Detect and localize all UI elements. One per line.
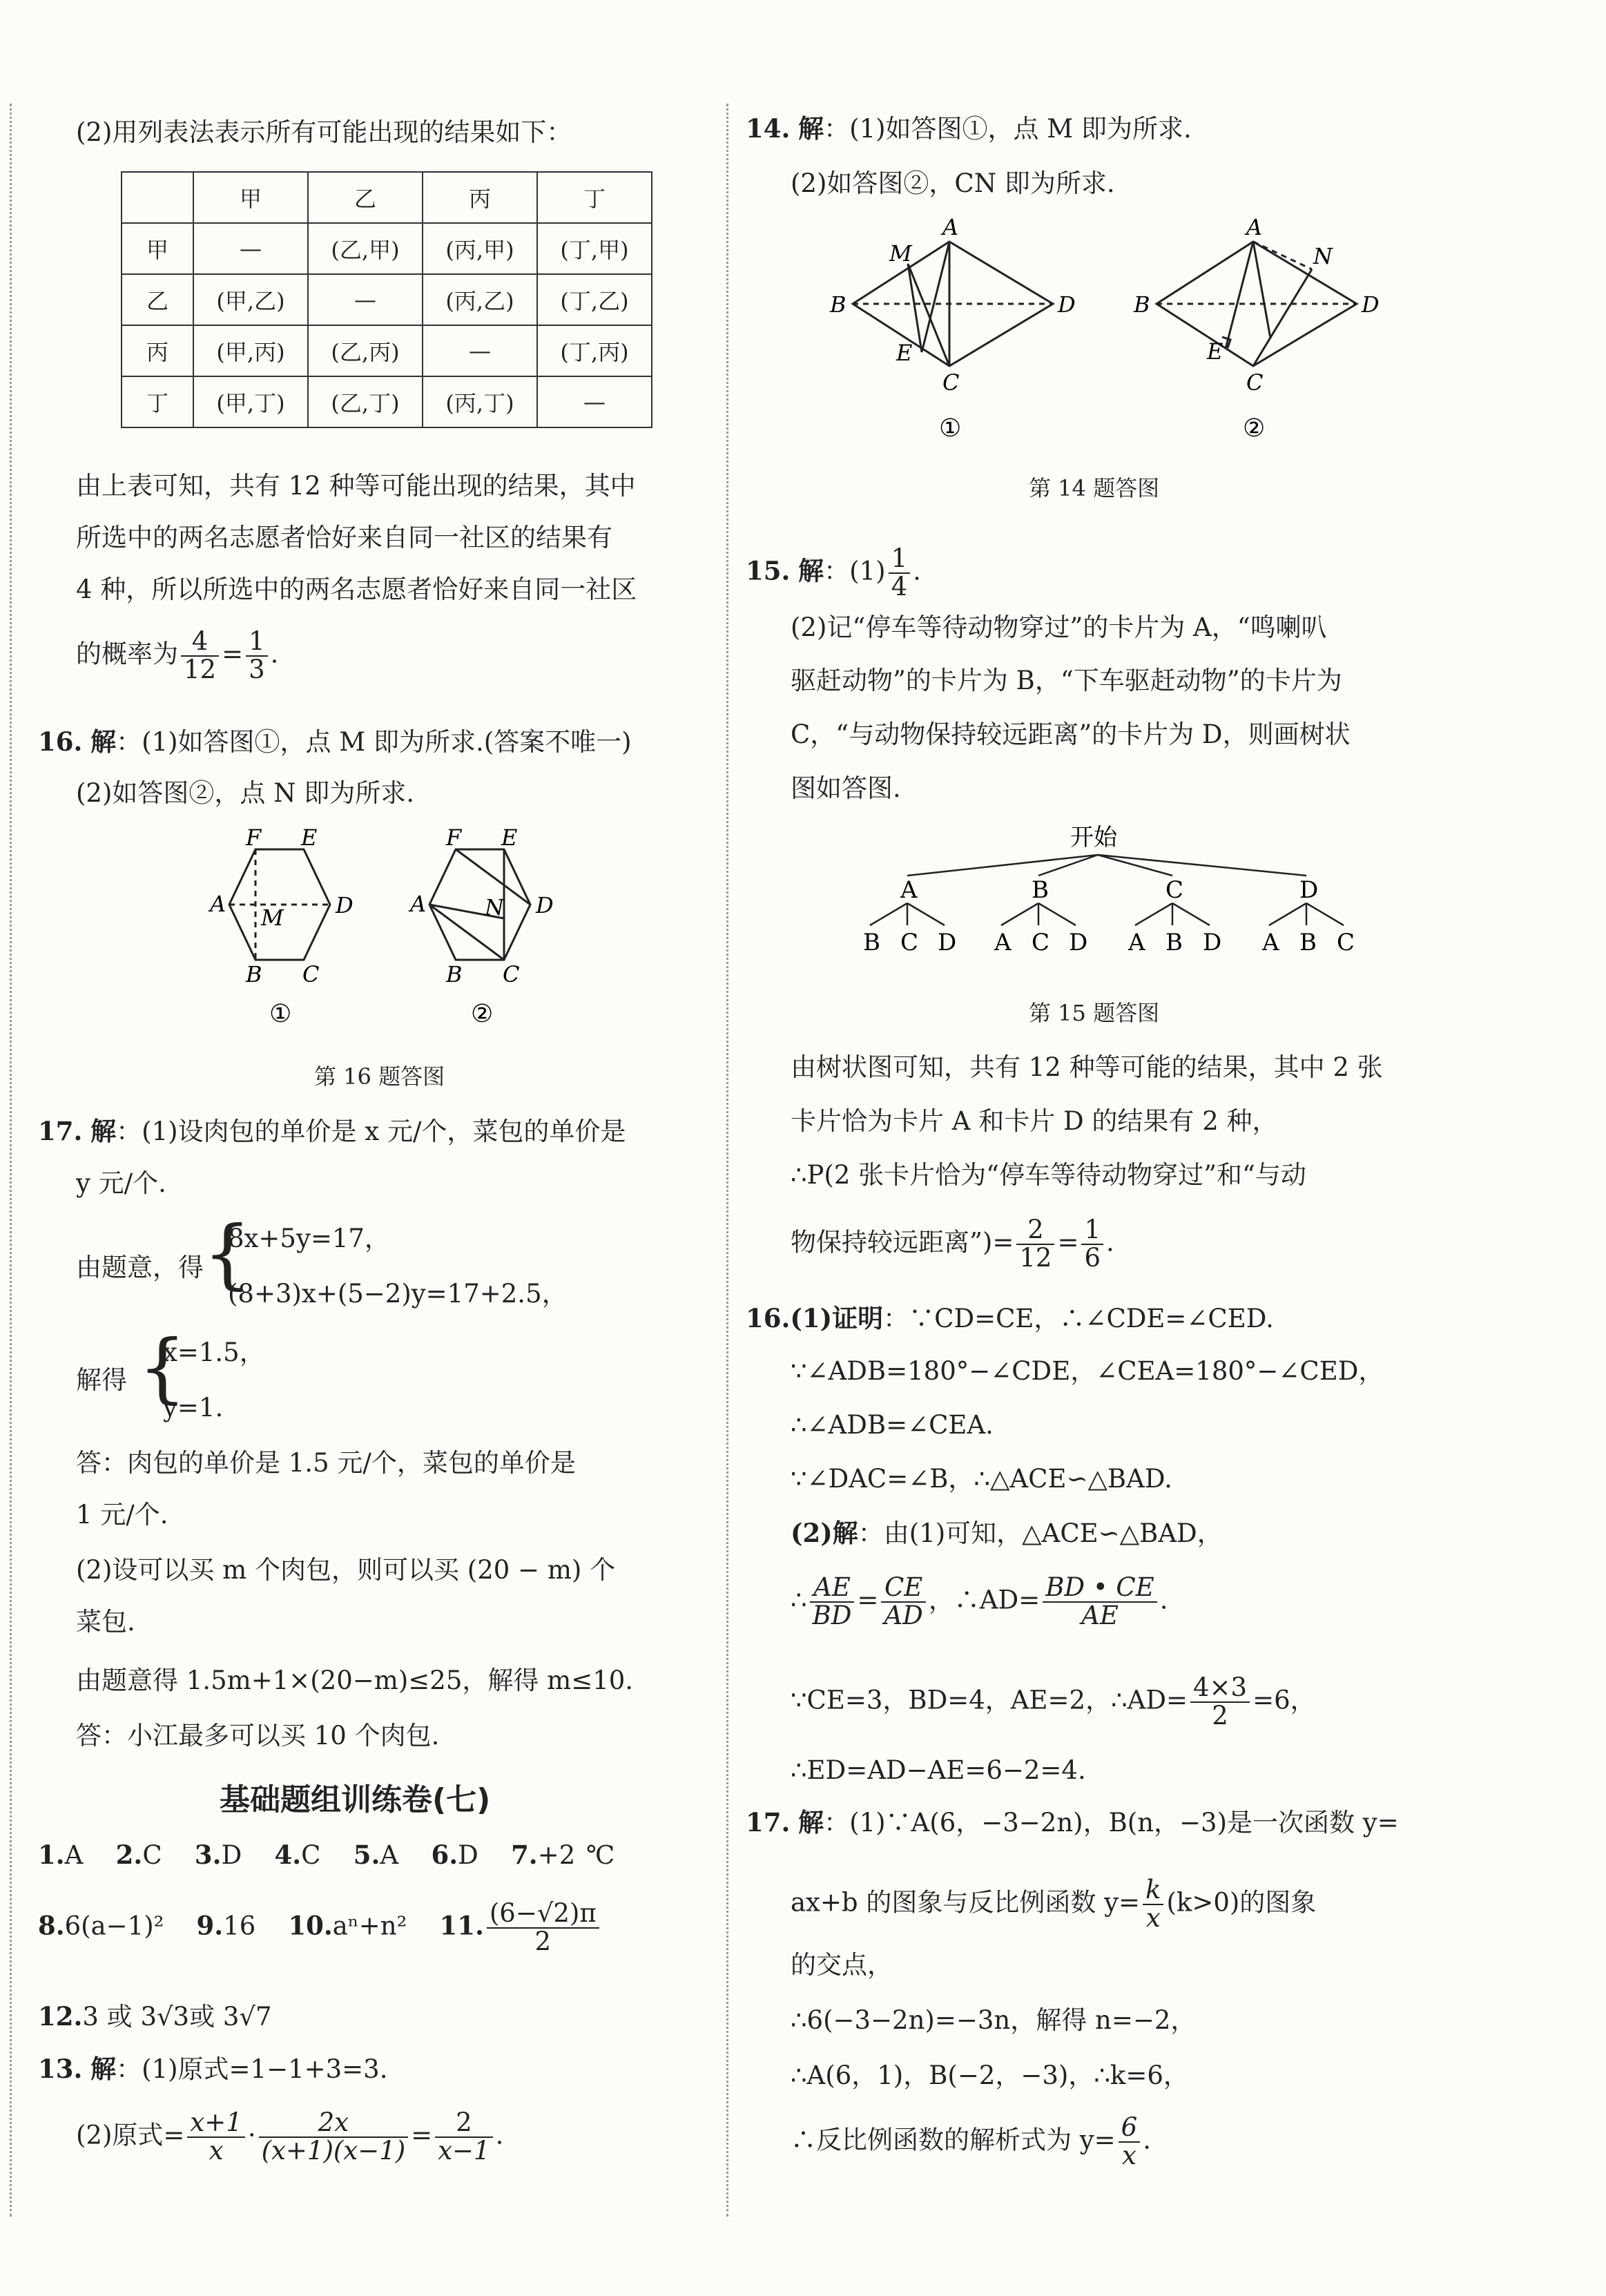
q16-part2-line2: [791, 1574, 1168, 1630]
label-B: B: [1134, 291, 1150, 318]
table-cell: (丁,丙): [537, 325, 652, 376]
label-N: N: [485, 894, 504, 920]
text: (2)原式=: [76, 2120, 185, 2150]
tree-leaf: D: [938, 929, 957, 956]
jie-label: 解: [798, 113, 824, 144]
label-C: C: [503, 961, 520, 987]
answer-value: 16: [223, 1911, 256, 1941]
period: .: [913, 556, 921, 586]
text: =6，: [1252, 1685, 1316, 1715]
denominator: AE: [1081, 1600, 1119, 1630]
answer-value: A: [64, 1840, 84, 1870]
tree-node: D: [1299, 876, 1319, 904]
q13-line2: [76, 2107, 504, 2165]
tree-leaf: C: [900, 929, 919, 956]
tree-leaf: A: [1128, 929, 1145, 956]
fraction: [181, 628, 219, 684]
table-cell: 乙: [122, 274, 193, 325]
table-header-cell: 丁: [537, 172, 652, 223]
period: .: [495, 2120, 504, 2150]
answers-row-2: [38, 1900, 602, 1956]
fig15-caption: 第 15 题答图: [1029, 1000, 1160, 1026]
tree-leaf: A: [994, 929, 1012, 956]
table-cell: (乙,甲): [308, 223, 423, 274]
answer-value: 6(a−1)²: [64, 1911, 164, 1941]
table-cell: (甲,丁): [193, 376, 308, 427]
table-cell: 丙: [122, 325, 193, 376]
tree-leaf: C: [1337, 929, 1355, 956]
label-F: F: [446, 829, 462, 851]
jie-label: 解: [90, 1116, 117, 1146]
text: ：由(1)可知，△ACE∽△BAD，: [858, 1518, 1223, 1548]
table-cell: (乙,丙): [308, 325, 423, 376]
text: ：(1)如答图①，点 M 即为所求.(答案不唯一): [116, 727, 632, 757]
q17-equation-1: 8x+5y=17，: [228, 1224, 390, 1253]
denominator: x: [209, 2135, 224, 2165]
column-divider: [726, 104, 728, 2217]
probability-line: [76, 628, 278, 684]
answers-row-1: [38, 1838, 615, 1872]
q16-part2-line1: [791, 1516, 1223, 1550]
denominator: (x+1)(x−1): [261, 2135, 406, 2165]
q15-line4: C，“与动物保持较远距离”的卡片为 D，则画树状: [791, 720, 1351, 749]
tree-node: B: [1032, 876, 1049, 904]
table-cell: (丁,乙): [537, 274, 652, 325]
label-A: A: [210, 891, 226, 917]
answer-value: +2 ℃: [537, 1840, 615, 1870]
q16-proof-line2: ∵∠ADB=180°−∠CDE，∠CEA=180°−∠CED，: [791, 1356, 1384, 1386]
text: ∴反比例函数的解析式为 y=: [791, 2125, 1116, 2155]
q16-proof-line1: [746, 1302, 1274, 1335]
label-N: N: [1313, 243, 1333, 269]
answer-value: aⁿ+n²: [332, 1911, 407, 1941]
fraction: [1190, 1672, 1250, 1730]
table-cell: —: [537, 376, 652, 427]
label-M: M: [889, 240, 912, 267]
label-C: C: [302, 961, 320, 987]
answer-value: A: [380, 1840, 399, 1870]
q16-part2-line4: ∴ED=AD−AE=6−2=4.: [791, 1755, 1086, 1785]
table-cell: (丙,丁): [423, 376, 537, 427]
segment-ME: [908, 264, 922, 352]
numerator: 2x: [259, 2110, 409, 2138]
q17-part2-line3: 由题意得 1.5m+1×(20−m)≤25，解得 m≤10.: [76, 1666, 634, 1695]
text: ：(1)设肉包的单价是 x 元/个，菜包的单价是: [116, 1117, 626, 1146]
label-A: A: [942, 214, 959, 240]
numerator: 1: [246, 628, 268, 657]
numerator: CE: [881, 1574, 925, 1603]
tree-leaf: A: [1262, 929, 1279, 956]
fraction: [1119, 2114, 1141, 2170]
text: 物保持较远距离”)=: [791, 1227, 1014, 1257]
table-cell: (甲,乙): [193, 274, 308, 325]
q16-proof-line4: ∵∠DAC=∠B，∴△ACE∽△BAD.: [791, 1464, 1172, 1494]
q17-line6: [791, 2114, 1151, 2170]
denominator: 12: [1019, 1242, 1052, 1273]
segment-AC: [1253, 242, 1270, 338]
table-header-cell: 甲: [193, 172, 308, 223]
circle-label-1: ①: [939, 414, 962, 443]
q15-conclusion-3: ∴P(2 张卡片恰为“停车等待动物穿过”和“与动: [791, 1160, 1306, 1190]
q15-conclusion-2: 卡片恰为卡片 A 和卡片 D 的结果有 2 种，: [791, 1106, 1278, 1136]
fraction: [810, 1574, 855, 1630]
equals: =: [857, 1585, 879, 1615]
paragraph-line: 所选中的两名志愿者恰好来自同一社区的结果有: [76, 523, 612, 552]
fraction: [1016, 1217, 1054, 1272]
leaf-branch: [907, 903, 945, 925]
label-A: A: [410, 891, 427, 917]
table-header-cell: [122, 172, 193, 223]
leaf-branch: [1172, 903, 1210, 925]
q17-part2-line1: (2)设可以买 m 个肉包，则可以买 (20 − m) 个: [76, 1555, 616, 1585]
text: ：(1)如答图①，点 M 即为所求.: [824, 114, 1192, 144]
tree-root: 开始: [1070, 824, 1117, 851]
tree-leaf: C: [1032, 929, 1050, 956]
q17-part2-line2: 菜包.: [76, 1607, 135, 1637]
leaf-branch: [1135, 903, 1172, 925]
table-row: [122, 376, 652, 427]
label-E: E: [1207, 338, 1223, 365]
table-header-row: [122, 172, 652, 223]
answer-number: 1.: [38, 1840, 65, 1870]
q15-line1: [746, 543, 921, 601]
question-number: 17.: [38, 1116, 83, 1146]
label-D: D: [536, 892, 554, 918]
numerator: 2: [435, 2110, 492, 2138]
label-B: B: [246, 961, 262, 987]
label-D: D: [336, 892, 354, 918]
table-row: [122, 223, 652, 274]
text: ：(1)∵A(6，−3−2n)，B(n，−3)是一次函数 y=: [824, 1808, 1399, 1837]
table-cell: (丙,乙): [423, 274, 537, 325]
segment-CN: [1253, 269, 1312, 366]
q17-equation-2: (8+3)x+(5−2)y=17+2.5，: [228, 1279, 568, 1309]
tree-node: C: [1165, 876, 1184, 904]
q17-line4: ∴6(−3−2n)=−3n，解得 n=−2，: [791, 2005, 1197, 2035]
text: ∵CE=3，BD=4，AE=2，∴AD=: [791, 1685, 1188, 1715]
fraction: [187, 2107, 244, 2165]
circle-label-2: ②: [471, 1000, 494, 1028]
fig14: [815, 214, 1409, 449]
table-cell: —: [308, 274, 423, 325]
label-B: B: [830, 291, 846, 318]
denominator: 12: [184, 654, 217, 684]
denominator: 4: [891, 571, 908, 601]
q15-conclusion-4: [791, 1217, 1114, 1272]
numerator: 1: [1081, 1217, 1103, 1245]
q17-solution-1: x=1.5，: [163, 1338, 265, 1367]
fraction: [435, 2107, 492, 2165]
label-E: E: [501, 829, 518, 851]
equals: =: [222, 639, 244, 669]
question-number: 16.: [746, 1303, 791, 1333]
numerator: k: [1143, 1877, 1163, 1905]
numerator: 2: [1016, 1217, 1054, 1245]
answer-number: 4.: [274, 1840, 302, 1870]
numerator: 1: [889, 546, 911, 574]
table-cell: 甲: [122, 223, 193, 274]
label-C: C: [942, 369, 960, 396]
denominator: 6: [1084, 1242, 1101, 1273]
answer-number: 9.: [196, 1910, 224, 1941]
text: ：(1)原式=1−1+3=3.: [116, 2054, 388, 2084]
denominator: BD: [812, 1600, 852, 1630]
label-B: B: [446, 961, 463, 987]
question-number: 15.: [746, 555, 791, 586]
denominator: AD: [884, 1600, 923, 1630]
q17-solution-label: 解得: [76, 1365, 127, 1395]
leaf-branch: [1038, 903, 1076, 925]
denominator: 2: [534, 1926, 552, 1956]
q17-part2-line4: 答：小江最多可以买 10 个肉包.: [76, 1721, 440, 1750]
q17-line5: ∴A(6，1)，B(−2，−3)，∴k=6，: [791, 2061, 1189, 2090]
leaf-branch: [870, 903, 907, 925]
table-header-cell: 乙: [308, 172, 423, 223]
text: 的概率为: [76, 639, 178, 669]
label-D: D: [1362, 291, 1380, 318]
answer-number: 10.: [288, 1910, 333, 1941]
text: ax+b 的图象与反比例函数 y=: [791, 1887, 1141, 1918]
label-E: E: [301, 829, 318, 851]
paragraph-line: 4 种，所以所选中的两名志愿者恰好来自同一社区: [76, 575, 637, 604]
fraction: [1043, 1574, 1157, 1630]
leaf-branch: [1269, 903, 1306, 925]
question-number: 16.: [38, 726, 83, 757]
table-row: [122, 325, 652, 376]
text: ∴: [791, 1585, 807, 1615]
label-C: C: [1246, 369, 1264, 396]
answer-value: D: [458, 1840, 478, 1870]
tree-leaf: D: [1069, 929, 1088, 956]
denominator: x−1: [438, 2135, 490, 2165]
tree-diagram: [835, 822, 1388, 981]
equals: =: [411, 2120, 433, 2150]
answer-number: 12.: [38, 2001, 83, 2032]
answer-number: 6.: [431, 1840, 458, 1870]
table-cell: (乙,丁): [308, 376, 423, 427]
fraction: [1143, 1877, 1163, 1932]
table-cell: 丁: [122, 376, 193, 427]
section-title: 基础题组训练卷(七): [220, 1782, 491, 1817]
fraction: [246, 628, 268, 684]
table-cell: (甲,丙): [193, 325, 308, 376]
numerator: BD • CE: [1043, 1574, 1157, 1603]
fraction: [259, 2107, 409, 2165]
answer-value: C: [301, 1840, 321, 1870]
equals: =: [1057, 1227, 1079, 1257]
q17-line2: [791, 1877, 1316, 1932]
leaf-branch: [1001, 903, 1038, 925]
table-header-cell: 丙: [423, 172, 537, 223]
period: .: [1159, 1585, 1168, 1615]
q15-conclusion-1: 由树状图可知，共有 12 种等可能的结果，其中 2 张: [791, 1052, 1383, 1082]
tree-leaf: B: [1165, 929, 1183, 956]
question-number: 17.: [746, 1807, 791, 1837]
q17-line1: [38, 1115, 626, 1148]
period: .: [1143, 2125, 1151, 2155]
tree-node: A: [900, 876, 918, 904]
text: ：(1): [824, 556, 886, 586]
q17-answer-1: 答：肉包的单价是 1.5 元/个，菜包的单价是: [76, 1448, 576, 1478]
label-E: E: [896, 340, 913, 366]
table-cell: —: [193, 223, 308, 274]
answer-number: 7.: [511, 1840, 538, 1870]
text: ，∴AD=: [928, 1585, 1041, 1615]
circle-label-2: ②: [1243, 414, 1266, 443]
q15-line2: (2)记“停车等待动物穿过”的卡片为 A，“鸣喇叭: [791, 612, 1327, 642]
tree-lines: [870, 855, 1344, 925]
table-cell: (丁,甲): [537, 223, 652, 274]
jie-label: 解: [90, 726, 117, 757]
denominator: x: [1122, 2140, 1136, 2170]
q17-line3: 的交点，: [791, 1950, 893, 1980]
q15-line3: 驱赶动物”的卡片为 B，“下车驱赶动物”的卡片为: [791, 666, 1342, 695]
text: (k>0)的图象: [1166, 1887, 1317, 1918]
fig14-caption: 第 14 题答图: [1029, 475, 1160, 501]
proof-label: (1)证明: [790, 1303, 884, 1333]
table-cell: —: [423, 325, 537, 376]
answer-number: 11.: [439, 1910, 484, 1941]
fraction: [487, 1900, 599, 1956]
period: .: [1106, 1227, 1114, 1257]
fig14-figure-1: [853, 242, 1053, 366]
question-number: 14.: [746, 113, 791, 144]
fig16-caption: 第 16 题答图: [314, 1063, 445, 1090]
q13-line1: [38, 2052, 387, 2086]
table-row: [122, 274, 652, 325]
q17-solution-2: y=1.: [163, 1393, 224, 1422]
left-margin-line: [10, 104, 12, 2217]
segment-AE: [922, 242, 949, 352]
segment-MC: [908, 264, 949, 366]
denominator: 2: [1212, 1700, 1228, 1730]
numerator: 6: [1119, 2114, 1141, 2143]
tree-leaf: B: [863, 929, 880, 956]
question-number: 13.: [38, 2054, 83, 2084]
jie-label: 解: [798, 1807, 824, 1837]
fig16-hexagon-2: [429, 849, 530, 960]
label-M: M: [261, 905, 284, 931]
q14-line2: (2)如答图②，CN 即为所求.: [791, 168, 1115, 198]
leaf-branch: [1306, 903, 1344, 925]
tree-leaf: D: [1203, 929, 1222, 956]
hexagon-shape: [429, 849, 530, 960]
left-brace: {: [203, 1209, 251, 1297]
numerator: (6−√2)π: [487, 1900, 599, 1929]
answer-value: C: [142, 1840, 162, 1870]
label-A: A: [1246, 214, 1263, 240]
answer-number: 8.: [38, 1910, 65, 1941]
circle-label-1: ①: [269, 1000, 292, 1028]
q15-line5: 图如答图.: [791, 773, 901, 803]
denominator: 3: [249, 654, 265, 684]
answer-number: 3.: [194, 1840, 222, 1870]
multiply-sign: ·: [247, 2120, 256, 2150]
text: ：∵CD=CE，∴∠CDE=∠CED.: [883, 1304, 1274, 1333]
fraction: [889, 543, 911, 601]
answer-number: 2.: [115, 1840, 143, 1870]
jie-label: 解: [90, 2054, 117, 2084]
label-D: D: [1058, 291, 1076, 318]
answer-value: D: [221, 1840, 242, 1870]
answer-number: 5.: [353, 1840, 380, 1870]
q14-line1: [746, 112, 1192, 146]
fraction: [1081, 1217, 1103, 1272]
period: .: [270, 639, 279, 669]
numerator: AE: [810, 1574, 855, 1603]
q16-part2-line3: [791, 1672, 1316, 1730]
q17-answer-2: 1 元/个.: [76, 1500, 168, 1530]
q16-line2: (2)如答图②，点 N 即为所求.: [76, 778, 415, 808]
table-cell: (丙,甲): [423, 223, 537, 274]
q16-part2-intro: (2)用列表法表示所有可能出现的结果如下：: [76, 117, 572, 147]
outcome-table: [121, 171, 652, 428]
label-F: F: [246, 829, 262, 851]
left-brace: {: [138, 1323, 186, 1411]
denominator: x: [1145, 1902, 1161, 1933]
answer-value: 3 或 3√3或 3√7: [82, 2002, 272, 2032]
q17-system-label: 由题意，得: [76, 1253, 204, 1282]
root-branch: [1098, 855, 1306, 876]
answers-row-3: [38, 2000, 272, 2034]
tree-leaf: B: [1299, 929, 1317, 956]
numerator: x+1: [187, 2110, 244, 2138]
jie-label: 解: [798, 555, 824, 586]
q16-proof-line3: ∴∠ADB=∠CEA.: [791, 1410, 994, 1440]
jie-label: (2)解: [791, 1518, 858, 1548]
paragraph-line: 由上表可知，共有 12 种等可能出现的结果，其中: [76, 471, 636, 501]
fraction: [881, 1574, 925, 1630]
fig16: [200, 829, 587, 1029]
q17-line2: y 元/个.: [76, 1168, 166, 1198]
numerator: 4×3: [1190, 1675, 1250, 1703]
q16-line1: [38, 725, 632, 759]
numerator: 4: [181, 628, 219, 657]
q17-line1: [746, 1806, 1399, 1840]
